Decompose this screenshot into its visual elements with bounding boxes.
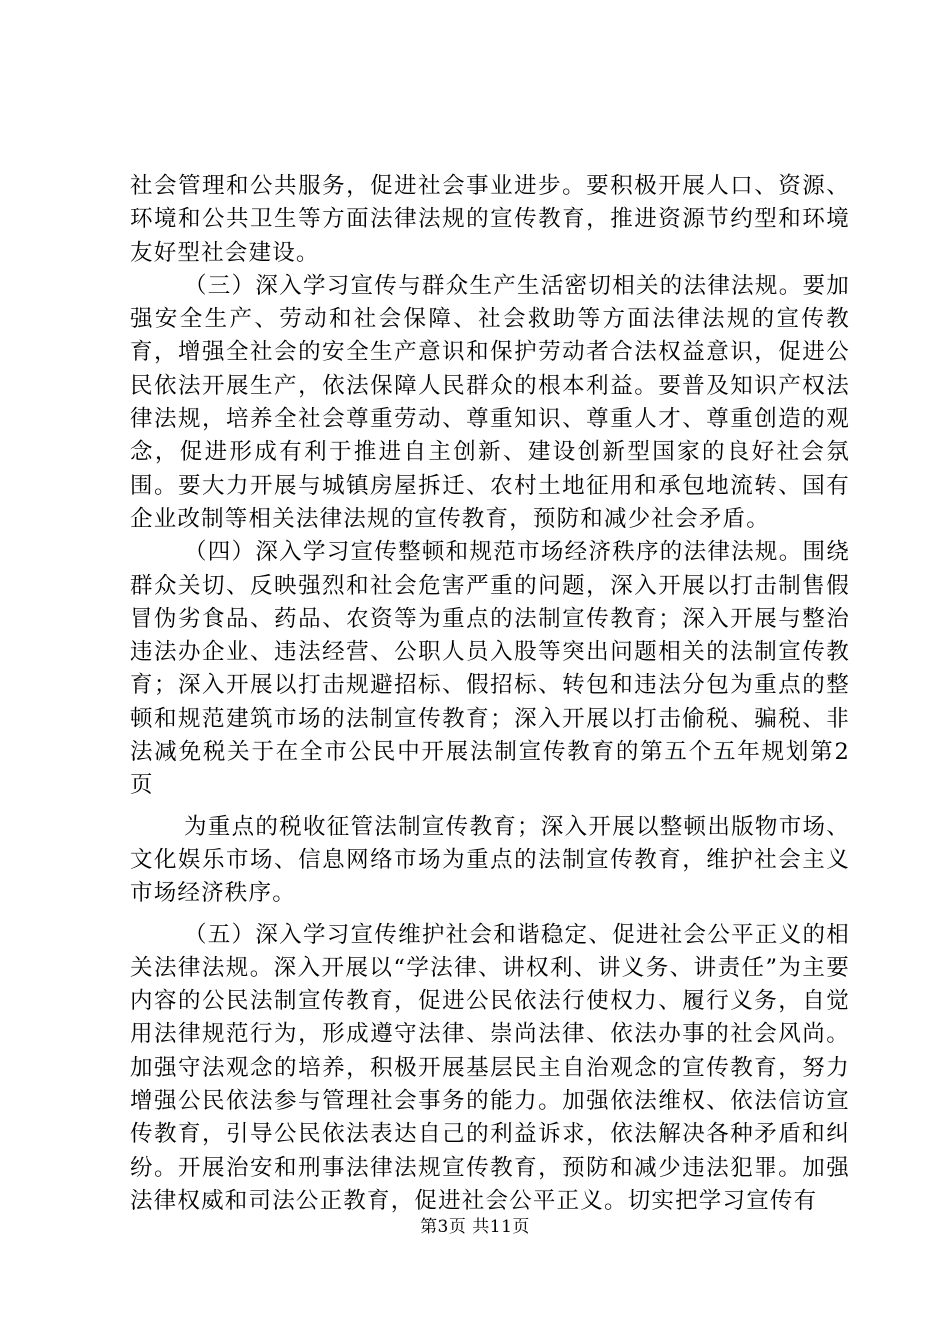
document-body xyxy=(130,170,850,1218)
paragraph-4: 为重点的税收征管法制宣传教育；深入开展以整顿出版物市场、文化娱乐市场、信息网络市场为重点的法制宣传教育，维护社会主义市场经济秩序。 xyxy=(130,813,850,907)
paragraph-5: （五）深入学习宣传维护社会和谐稳定、促进社会公平正义的相关法律法规。深入开展以“学法律、讲权利、讲义务、讲责任”为主要内容的公民法制宣传教育，促进公民依法行使权力、履行义务，自觉用法律规范行为，形成遵守法律、崇尚法律、依法办事的社会风尚。加强守法观念的培养，积极开展基层民主自治观念的宣传教育，努力增强公民依法参与管理社会事务的能力。加强依法维权、依法信访宣传教育，引导公民依法表达自己的利益诉求，依法解决各种矛盾和纠纷。开展治安和刑事法律法规宣传教育，预防和减少违法犯罪。加强法律权威和司法公正教育，促进社会公平正义。切实把学习宣传有 xyxy=(130,921,850,1214)
paragraph-1: 社会管理和公共服务，促进社会事业进步。要积极开展人口、资源、环境和公共卫生等方面法律法规的宣传教育，推进资源节约型和环境友好型社会建设。 xyxy=(130,173,850,266)
paragraph-3: （四）深入学习宣传整顿和规范市场经济秩序的法律法规。围绕群众关切、反映强烈和社会危害严重的问题，深入开展以打击制售假冒伪劣食品、药品、农资等为重点的法制宣传教育；深入开展与整治违法办企业、违法经营、公职人员入股等突出问题相关的法制宣传教育；深入开展以打击规避招标、假招标、转包和违法分包为重点的整顿和规范建筑市场的法制宣传教育；深入开展以打击偷税、骗税、非法减免税关于在全市公民中开展法制宣传教育的第五个五年规划第2页 xyxy=(130,539,850,799)
page-footer: 第3页 共11页 xyxy=(420,1217,530,1237)
paragraph-gap xyxy=(130,803,850,811)
paragraph-2: （三）深入学习宣传与群众生产生活密切相关的法律法规。要加强安全生产、劳动和社会保障、社会救助等方面法律法规的宣传教育，增强全社会的安全生产意识和保护劳动者合法权益意识，促进公民依法开展生产，依法保障人民群众的根本利益。要普及知识产权法律法规，培养全社会尊重劳动、尊重知识、尊重人才、尊重创造的观念，促进形成有利于推进自主创新、建设创新型国家的良好社会氛围。要大力开展与城镇房屋拆迁、农村土地征用和承包地流转、国有企业改制等相关法律法规的宣传教育，预防和减少社会矛盾。 xyxy=(130,272,850,532)
paragraph-gap xyxy=(130,911,850,919)
